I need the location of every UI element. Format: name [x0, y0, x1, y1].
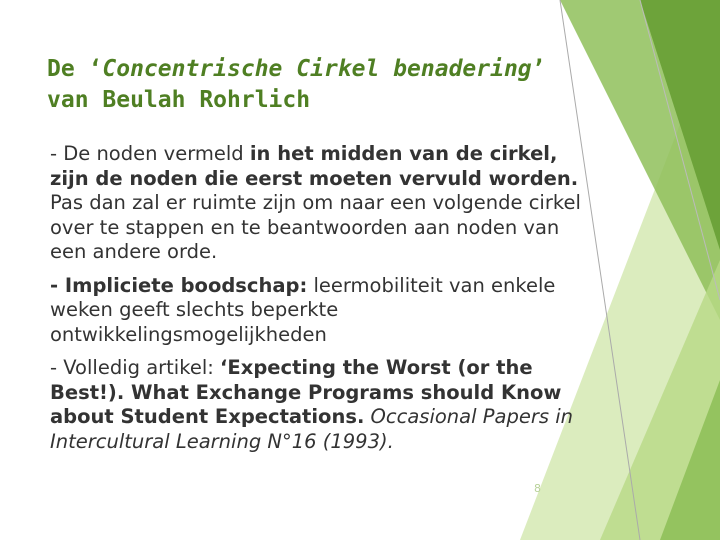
- title-line-2: van Beulah Rohrlich: [47, 87, 311, 113]
- paragraph-1-segment-2: in het midden van de cirkel, zijn de noden die eerst moeten vervuld worden.: [50, 142, 579, 190]
- paragraph-3-segment-3: Occasional Papers in Intercultural Learning N°16 (1993).: [50, 405, 573, 453]
- slide-body: [50, 142, 585, 463]
- paragraph-1-segment-3: Pas dan zal er ruimte zijn om naar een volgende cirkel over te stappen en te beantwoorden aan noden van een andere orde.: [50, 191, 581, 263]
- paragraph-3-segment-2: ‘Expecting the Worst (or the Best!). What Exchange Programs should Know about Student Expectations.: [50, 356, 562, 428]
- paragraph-3-segment-1: - Volledig artikel:: [50, 356, 221, 379]
- title-prefix: De ‘: [47, 56, 103, 82]
- title-italic: Concentrische Cirkel benadering: [102, 56, 532, 82]
- slide-number: 8: [534, 482, 541, 495]
- paragraph-1-segment-1: - De noden vermeld: [50, 142, 250, 165]
- paragraph-2-segment-1: - Impliciete boodschap:: [50, 273, 308, 297]
- paragraph-2: [50, 274, 585, 348]
- title-suffix: ’: [531, 56, 546, 82]
- paragraph-2-segment-2: leermobiliteit van enkele weken geeft slechts beperkte ontwikkelingsmogelijkheden: [50, 273, 556, 346]
- paragraph-1: [50, 142, 585, 265]
- slide-title: [47, 54, 567, 116]
- paragraph-3: [50, 356, 585, 454]
